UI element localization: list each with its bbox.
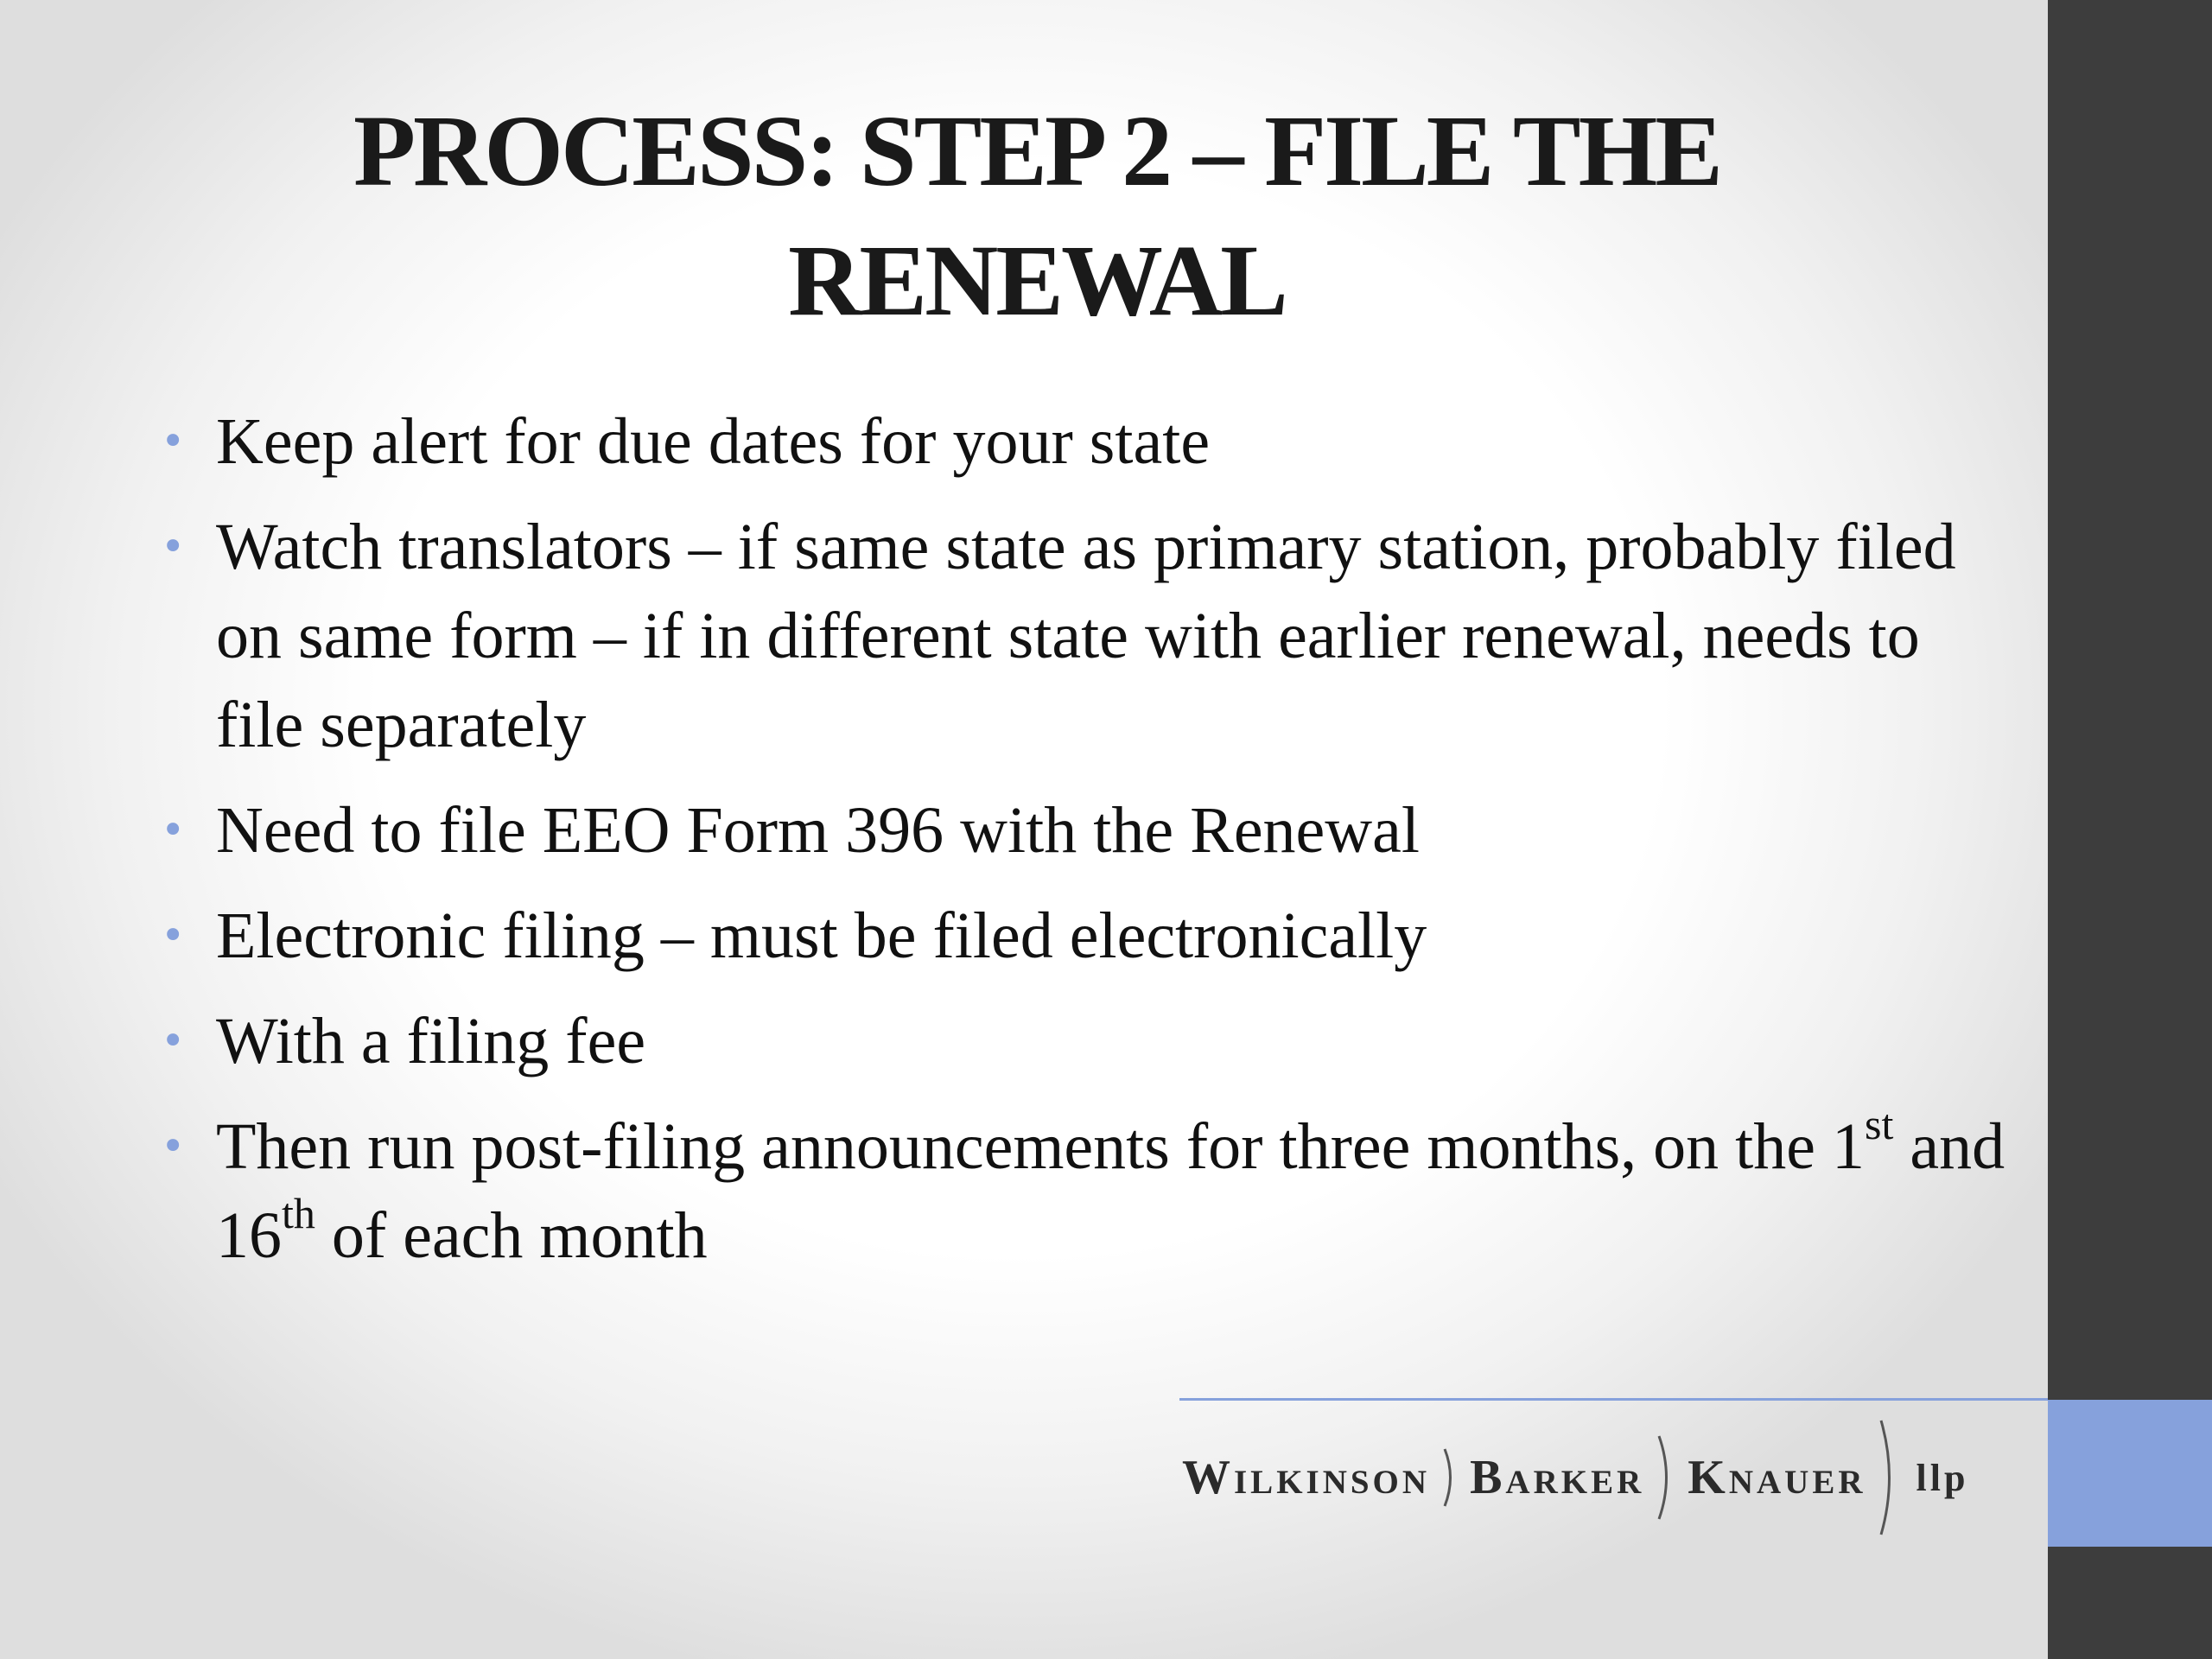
bullet-dot-icon: • (161, 912, 186, 960)
bullet-item-eeo-form (156, 786, 2022, 875)
ordinal-suffix-th: th (282, 1188, 315, 1237)
ordinal-suffix-st: st (1865, 1099, 1894, 1148)
bullet-dot-icon: • (161, 1017, 186, 1065)
bullet-text-part-3: of each month (315, 1199, 708, 1272)
bullet-item-announcements (156, 1099, 2022, 1281)
bullet-text: Electronic filing – must be filed electronically (216, 899, 1427, 972)
logo-separator-icon (1656, 1434, 1675, 1521)
bullet-text: Keep alert for due dates for your state (216, 405, 1211, 478)
logo-word-barker: Barker (1470, 1451, 1645, 1504)
bullet-dot-icon: • (161, 806, 186, 855)
bullet-text: Watch translators – if same state as primary station, probably filed on same form – if in different state with earlier renewal, needs to file separately (216, 511, 1956, 761)
bullet-dot-icon: • (161, 1122, 186, 1171)
firm-logo (1182, 1417, 1968, 1538)
bullet-list (156, 397, 2022, 1297)
bullet-text-part-2: and 16 (216, 1110, 2005, 1272)
bullet-text: Need to file EEO Form 396 with the Renewal (216, 794, 1421, 867)
bullet-dot-icon: • (161, 523, 186, 571)
accent-block (2048, 1400, 2212, 1547)
bullet-dot-icon: • (161, 417, 186, 466)
bullet-item-translators (156, 503, 2022, 770)
logo-word-wilkinson: Wilkinson (1182, 1451, 1431, 1504)
slide-title-line-1: PROCESS: STEP 2 – FILE THE (353, 94, 1721, 207)
bullet-item-filing-fee (156, 997, 2022, 1086)
bullet-text (216, 1099, 2005, 1272)
slide-title (173, 86, 1901, 346)
logo-separator-icon (1878, 1419, 1899, 1536)
logo-separator-icon (1442, 1447, 1458, 1508)
bullet-text: With a filing fee (216, 1005, 646, 1077)
logo-word-knauer: Knauer (1688, 1451, 1866, 1504)
accent-divider-line (1179, 1398, 2048, 1401)
bullet-item-electronic-filing (156, 892, 2022, 981)
slide-title-line-2: RENEWAL (788, 224, 1286, 337)
bullet-item-due-dates (156, 397, 2022, 486)
logo-word-llp: llp (1916, 1456, 1969, 1499)
bullet-text-part-1: Then run post-filing announcements for three months, on the 1 (216, 1110, 1866, 1183)
